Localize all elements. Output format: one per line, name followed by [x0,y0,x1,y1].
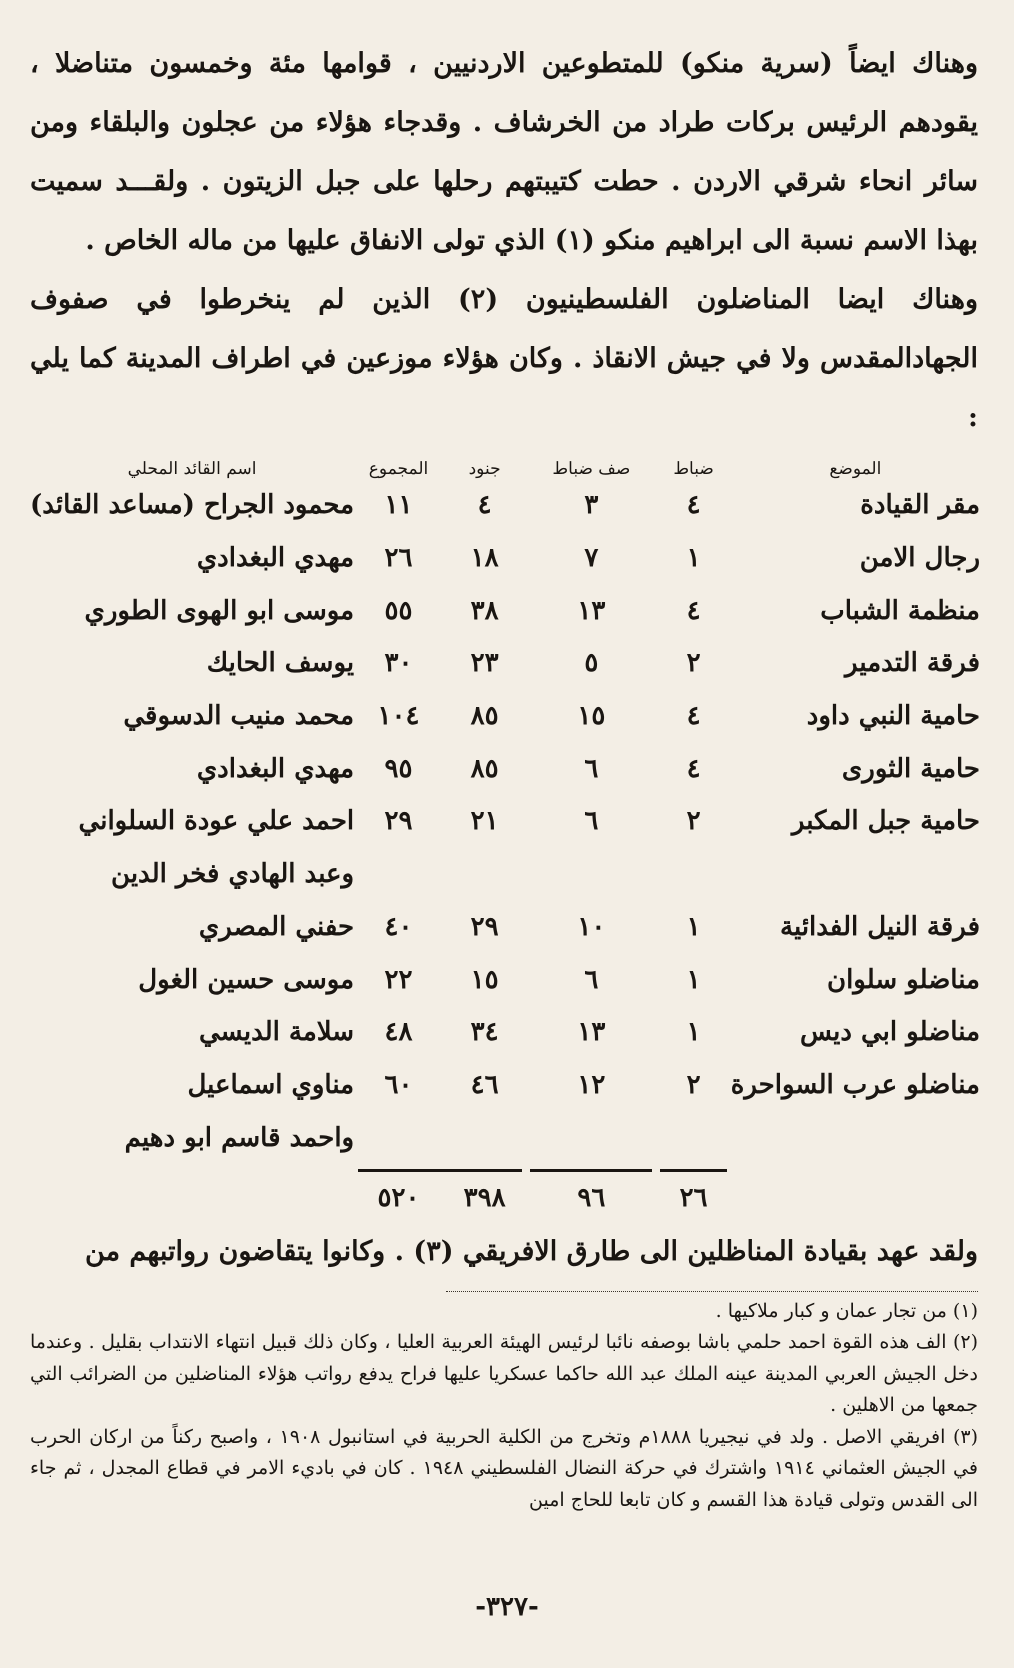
cell-commander: حفني المصري [198,911,355,942]
totals-rule-row [30,1164,980,1178]
header-commander: اسم القائد المحلي [127,459,257,479]
cell-total: ٤٨ [384,1017,413,1048]
cell-commander: وعبد الهادي فخر الدين [111,859,355,890]
table-row [30,953,980,1006]
cell-officers: ١ [686,543,701,574]
cell-nco: ٦ [584,753,599,784]
cell-soldiers: ٣٨ [470,595,499,626]
footnote: (٣) افريقي الاصل . ولد في نيجيريا ١٨٨٨م وتخرج من الكلية الحربية في استانبول ١٩٠٨ ، واصبح ركناً من اركان الحرب في الجيش العثماني ١٩١٤ واشترك في حركة النضال الفلسطيني ١٩٤٨ . كان في باديء الامر في قطاع المجدل ، ثم جاء الى القدس وتولى قيادة هذا القسم و كان تابعا للحاج امين [30,1425,979,1511]
header-total: المجموع [368,459,429,479]
cell-nco: ٦ [584,806,599,837]
cell-soldiers: ٨٥ [470,753,499,784]
cell-commander: مهدي البغدادي [196,543,355,574]
footnote-rule [446,1291,978,1292]
cell-total: ٥٥ [384,595,413,626]
footnotes [30,1296,978,1517]
cell-soldiers: ١٥ [470,964,499,995]
table-row [30,584,980,637]
cell-soldiers: ٢١ [470,806,499,837]
cell-position: حامية النبي داود [806,701,980,732]
totals-row [30,1178,980,1218]
table-header-row [30,451,980,479]
rule-officers [656,1164,730,1178]
cell-position: مناضلو ابي ديس [799,1017,980,1048]
cell-position: مناضلو سلوان [826,964,980,995]
cell-commander: موسى حسين الغول [138,964,355,995]
cell-officers: ٢ [686,806,701,837]
cell-soldiers: ١٨ [470,543,499,574]
troops-table [30,451,980,1218]
cell-commander: واحمد قاسم ابو دهيم [124,1122,355,1153]
cell-position [731,848,980,901]
cell-commander: يوسف الحايك [206,648,355,679]
header-position: الموضع [829,459,882,479]
cell-total: ٢٩ [384,806,413,837]
table-row [30,848,980,901]
table-row [30,637,980,690]
cell-position: مقر القيادة [860,490,980,521]
total-officers: ٢٦ [679,1182,708,1213]
cell-officers: ٢ [686,1069,701,1100]
cell-total: ٣٠ [384,648,413,679]
table-row [30,479,980,532]
footnote: (١) من تجار عمان و كبار ملاكيها . [715,1299,978,1322]
cell-position: منظمة الشباب [820,595,980,626]
cell-commander: محمد منيب الدسوقي [123,701,355,732]
cell-nco: ٥ [584,648,599,679]
cell-nco: ١٣ [577,595,606,626]
cell-position: فرقة التدمير [845,648,980,679]
table-row [30,1059,980,1112]
cell-officers: ١ [686,1017,701,1048]
cell-officers: ٤ [686,753,701,784]
cell-commander: محمود الجراح (مساعد القائد) [30,490,355,521]
cell-soldiers: ٤٦ [470,1069,499,1100]
cell-nco [526,848,656,901]
cell-total: ٤٠ [384,911,413,942]
table-row [30,1111,980,1164]
cell-total: ٢٢ [384,964,413,995]
cell-total: ٢٦ [384,543,413,574]
cell-soldiers [443,1111,526,1164]
cell-commander: احمد علي عودة السلواني [78,806,355,837]
header-soldiers: جنود [468,459,501,479]
footnote: (٢) الف هذه القوة احمد حلمي باشا بوصفه نائبا لرئيس الهيئة العربية العليا ، وكان ذلك قبيل انتهاء الانتداب بقليل . وعندما دخل الجيش العربي المدينة عينه الملك عبد الله حاكما عسكريا عليها فراح يدفع رواتب هؤلاء المناضلين من الضرائب التي جمعها من الاهلين . [30,1331,978,1417]
cell-total: ٩٥ [384,753,413,784]
cell-soldiers: ٤ [477,490,492,521]
cell-officers: ١ [686,911,701,942]
intro-paragraph: وهناك ايضاً (سرية منكو) للمتطوعين الاردنيين ، قوامها مئة وخمسون متناضلا ، يقودهم الرئيس بركات طراد من الخرشاف . وقدجاء هؤلاء من عجلون والبلقاء ومن سائر انحاء شرقي الاردن . حطت كتيبتهم رحلها على جبل الزيتون . ولقـــد سميت بهذا الاسم نسبة الى ابراهيم منكو (١) الذي تولى الانفاق عليها من ماله الخاص . [30,48,978,256]
total-all: ٥٢٠ [377,1182,420,1213]
cell-soldiers: ٢٩ [470,911,499,942]
cell-nco: ١٢ [577,1069,606,1100]
cell-soldiers: ٣٤ [470,1017,499,1048]
cell-nco: ٧ [584,543,599,574]
cell-nco [526,1111,656,1164]
cell-nco: ٣ [584,490,599,521]
cell-total: ١١ [384,490,413,521]
total-nco: ٩٦ [577,1182,606,1213]
cell-position: حامية جبل المكبر [791,806,980,837]
second-paragraph: وهناك ايضا المناضلون الفلسطينيون (٢) الذين لم ينخرطوا في صفوف الجهادالمقدس ولا في جيش الانقاذ . وكان هؤلاء موزعين في اطراف المدينة كما يلي : [30,284,978,433]
table-row [30,795,980,848]
cell-officers: ١ [686,964,701,995]
cell-position: فرقة النيل الفدائية [780,911,980,942]
cell-officers: ٤ [686,701,701,732]
cell-officers [656,1111,730,1164]
cell-commander: مهدي البغدادي [196,753,355,784]
table-row [30,742,980,795]
cell-soldiers [443,848,526,901]
cell-soldiers: ٢٣ [470,648,499,679]
rule-nco [526,1164,656,1178]
cell-officers: ٤ [686,595,701,626]
table-row [30,690,980,743]
cell-position [731,1111,980,1164]
cell-commander: مناوي اسماعيل [187,1069,355,1100]
rule-soldiers-total [354,1164,526,1178]
cell-commander: موسى ابو الهوى الطوري [84,595,355,626]
header-nco: صف ضباط [552,459,631,479]
cell-officers: ٢ [686,648,701,679]
cell-total [354,1111,443,1164]
cell-total [354,848,443,901]
cell-nco: ١٥ [577,701,606,732]
header-officers: ضباط [673,459,714,479]
cell-commander: سلامة الديسي [198,1017,355,1048]
page-number: -٣٢٧- [475,1592,539,1622]
cell-officers [656,848,730,901]
table-row [30,532,980,585]
cell-nco: ١٣ [577,1017,606,1048]
cell-nco: ٦ [584,964,599,995]
cell-officers: ٤ [686,490,701,521]
cell-position: رجال الامن [859,543,980,574]
cell-total: ١٠٤ [377,701,420,732]
after-paragraph: ولقد عهد بقيادة المناظلين الى طارق الافريقي (٣) . وكانوا يتقاضون رواتبهم من [85,1235,978,1267]
cell-nco: ١٠ [577,911,606,942]
cell-position: حامية الثورى [841,753,980,784]
table-row [30,1006,980,1059]
cell-soldiers: ٨٥ [470,701,499,732]
total-soldiers: ٣٩٨ [463,1182,506,1213]
table-row [30,901,980,954]
cell-position: مناضلو عرب السواحرة [730,1069,980,1100]
table-body [30,479,980,1218]
cell-total: ٦٠ [384,1069,413,1100]
